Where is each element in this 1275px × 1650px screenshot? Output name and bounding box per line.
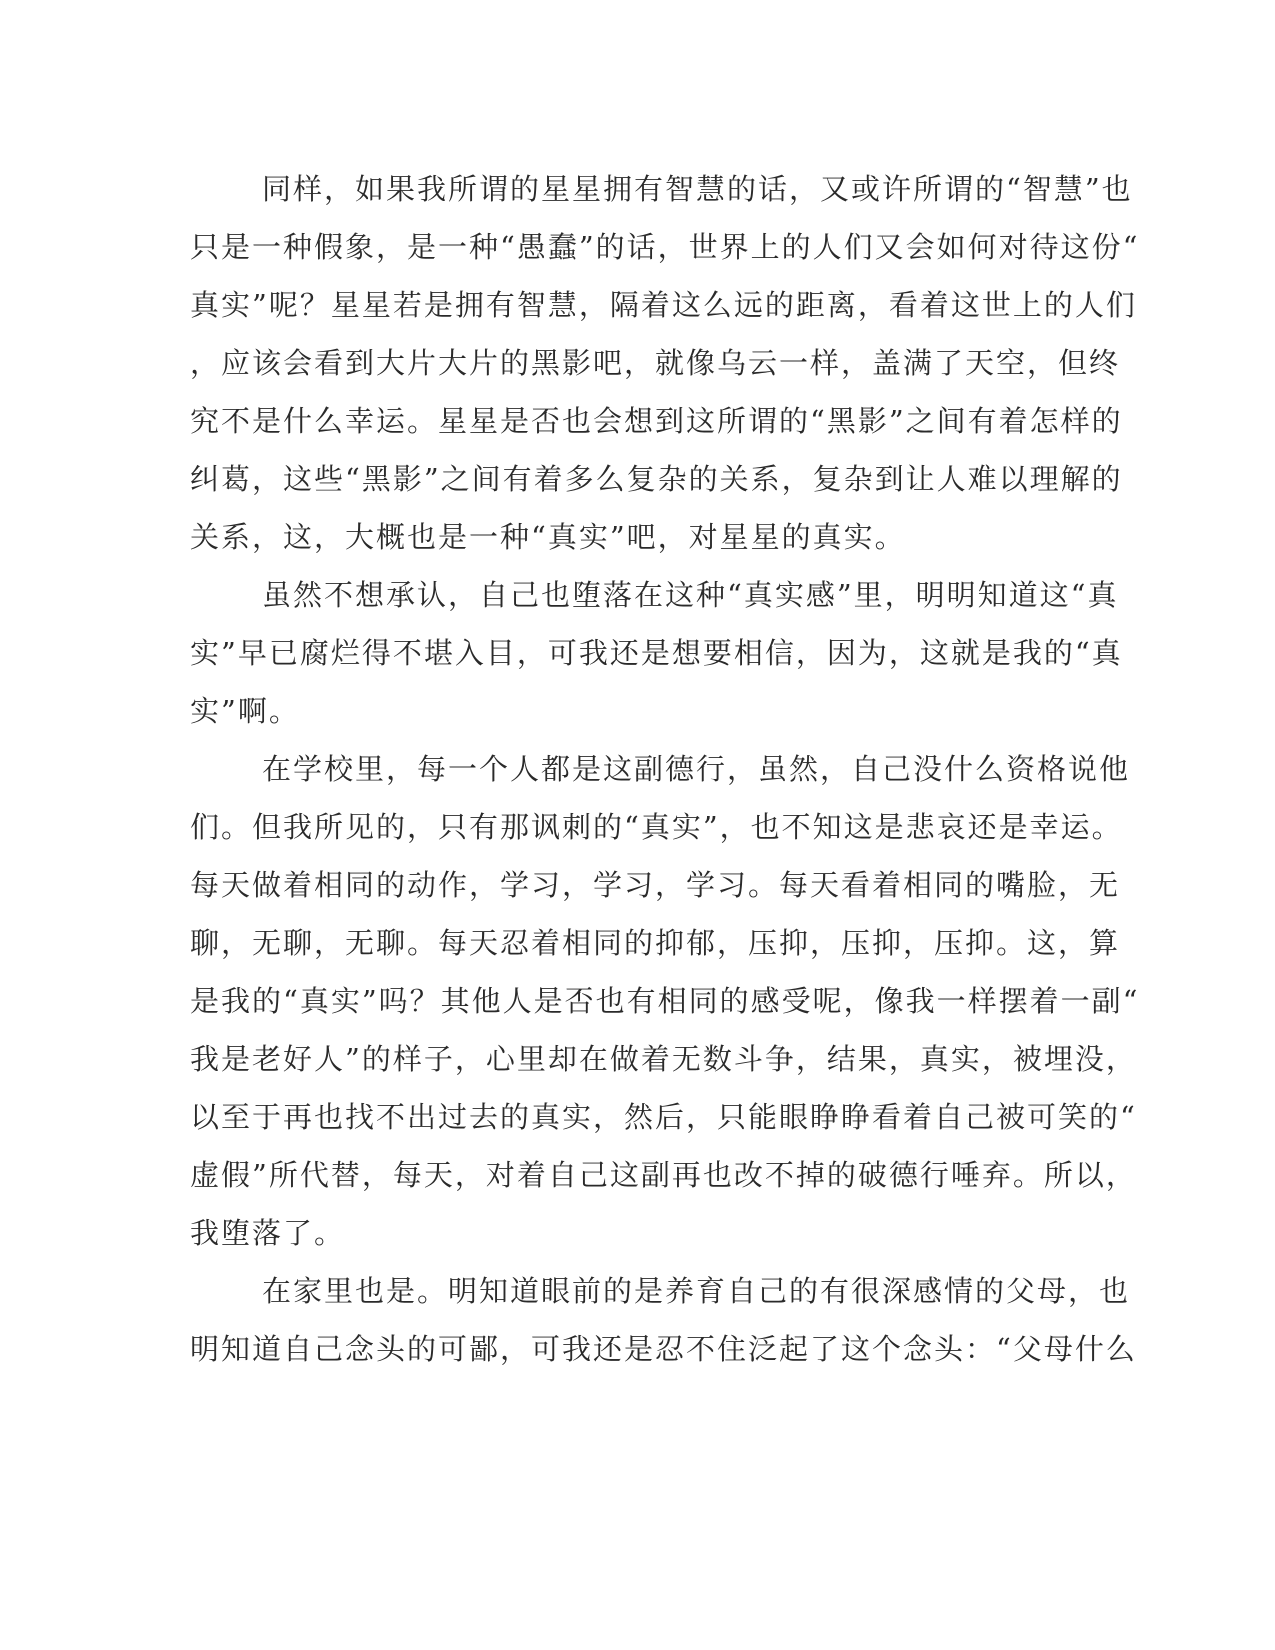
text-line: 实”早已腐烂得不堪入目，可我还是想要相信，因为，这就是我的“真	[190, 636, 1123, 670]
text-line: 在家里也是。明知道眼前的是养育自己的有很深感情的父母，也	[262, 1274, 1131, 1308]
paragraph-3	[190, 740, 1140, 1262]
paragraph-4	[190, 1262, 1137, 1378]
text-line: 聊，无聊，无聊。每天忍着相同的抑郁，压抑，压抑，压抑。这，算	[190, 926, 1121, 960]
text-line: 真实”呢？星星若是拥有智慧，隔着这么远的距离，看着这世上的人们	[190, 288, 1137, 322]
text-line: 是我的“真实”吗？其他人是否也有相同的感受呢，像我一样摆着一副“	[190, 984, 1140, 1018]
text-line: 究不是什么幸运。星星是否也会想到这所谓的“黑影”之间有着怎样的	[190, 404, 1123, 438]
text-line: 们。但我所见的，只有那讽刺的“真实”，也不知这是悲哀还是幸运。	[190, 810, 1123, 844]
text-line: 虚假”所代替，每天，对着自己这副再也改不掉的破德行唾弃。所以，	[190, 1158, 1137, 1192]
paragraph-2	[190, 566, 1123, 740]
text-line: 虽然不想承认，自己也堕落在这种“真实感”里，明明知道这“真	[262, 578, 1119, 612]
text-line: 以至于再也找不出过去的真实，然后，只能眼睁睁看着自己被可笑的“	[190, 1100, 1137, 1134]
text-line: 我是老好人”的样子，心里却在做着无数斗争，结果，真实，被埋没，	[190, 1042, 1137, 1076]
text-line: 实”啊。	[190, 694, 300, 728]
text-line: 每天做着相同的动作，学习，学习，学习。每天看着相同的嘴脸，无	[190, 868, 1121, 902]
text-line: 关系，这，大概也是一种“真实”吧，对星星的真实。	[190, 520, 906, 554]
text-line: 同样，如果我所谓的星星拥有智慧的话，又或许所谓的“智慧”也	[262, 172, 1133, 206]
text-line: 明知道自己念头的可鄙，可我还是忍不住泛起了这个念头：“父母什么	[190, 1332, 1137, 1366]
text-line: 在学校里，每一个人都是这副德行，虽然，自己没什么资格说他	[262, 752, 1131, 786]
paragraph-1	[190, 160, 1140, 566]
text-line: 只是一种假象，是一种“愚蠢”的话，世界上的人们又会如何对待这份“	[190, 230, 1140, 264]
text-line: 我堕落了。	[190, 1216, 346, 1250]
text-line: ，应该会看到大片大片的黑影吧，就像乌云一样，盖满了天空，但终	[190, 346, 1121, 380]
body-text	[190, 160, 1140, 1378]
text-line: 纠葛，这些“黑影”之间有着多么复杂的关系，复杂到让人难以理解的	[190, 462, 1123, 496]
